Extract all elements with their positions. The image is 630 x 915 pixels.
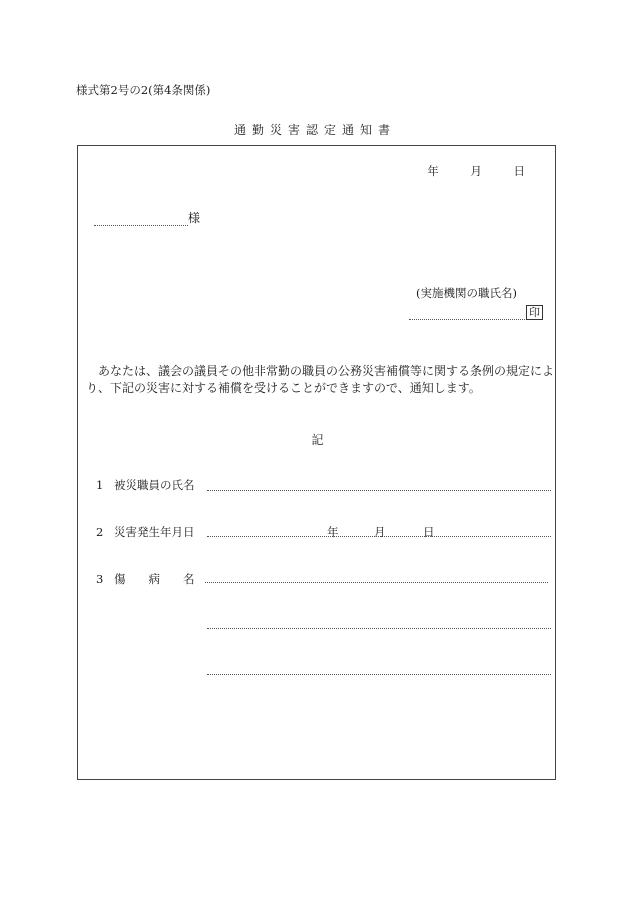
- injury-field-line-3[interactable]: [207, 674, 551, 675]
- issue-month-label: 月: [470, 164, 482, 178]
- seal-mark: 印: [526, 305, 543, 320]
- item-victim-name: [96, 477, 208, 493]
- addressee: [94, 209, 200, 226]
- item-injury: [96, 571, 208, 587]
- item-number: 3: [96, 572, 104, 586]
- issuer-name-field[interactable]: [409, 307, 525, 320]
- document-title: 通勤災害認定通知書: [233, 123, 396, 137]
- item-label: 被災職員の氏名: [114, 478, 195, 492]
- item-label: 傷 病 名: [114, 572, 195, 586]
- incident-day-label: 日: [423, 525, 435, 539]
- notice-body: あなたは、議会の議員その他非常勤の職員の公務災害補償等に関する条例の規定により、下記の災害に対する補償を受けることができますので、通知します。: [86, 364, 555, 395]
- item-label: 災害発生年月日: [114, 525, 195, 539]
- item-incident-date: [96, 524, 208, 540]
- issue-day-label: 日: [513, 164, 525, 178]
- form-frame: [77, 145, 556, 780]
- incident-year-label: 年: [327, 525, 339, 539]
- addressee-name-field[interactable]: [94, 213, 188, 226]
- incident-month-label: 月: [374, 525, 386, 539]
- addressee-suffix: 様: [188, 211, 201, 225]
- form-number-label: 様式第2号の2(第4条関係): [76, 83, 211, 97]
- item-number: 2: [96, 525, 104, 539]
- issuer-signature: [409, 305, 543, 320]
- issuer-label: (実施機関の職氏名): [416, 286, 517, 300]
- injury-field-line-1[interactable]: [205, 582, 548, 583]
- ki-heading: 記: [311, 433, 324, 447]
- issue-date: [427, 163, 525, 179]
- injury-field-line-2[interactable]: [207, 628, 551, 629]
- issue-year-label: 年: [427, 164, 439, 178]
- victim-name-field[interactable]: [207, 490, 551, 491]
- item-number: 1: [96, 478, 104, 492]
